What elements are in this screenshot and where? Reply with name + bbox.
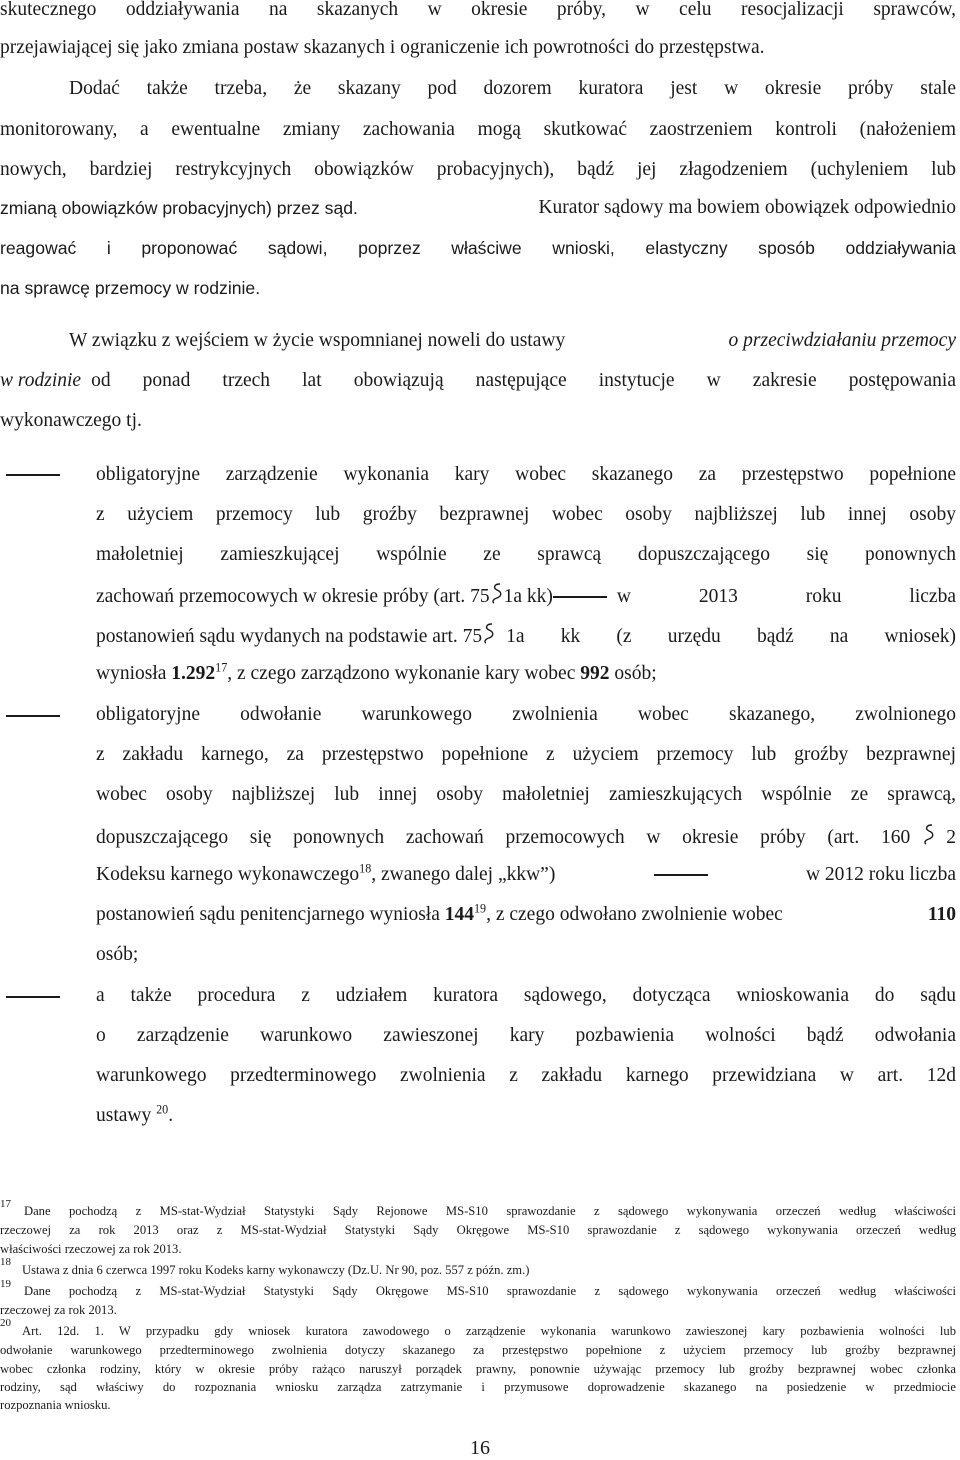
dash-icon <box>553 596 607 598</box>
list-item-line: wobec osoby najbliższej lub innej osoby małoletniej zamieszkujących wspólnie ze sprawcą, <box>96 784 956 805</box>
section-sign-icon <box>490 582 504 611</box>
text-span: Kurator sądowy ma bowiem obowiązek odpowiednio <box>538 197 956 218</box>
list-item-line <box>96 582 956 611</box>
paragraph-line: Dodać także trzeba, że skazany pod dozorem kuratora jest w okresie próby stale <box>69 78 956 99</box>
text-span: w 2012 roku liczba <box>805 864 956 885</box>
text-span: postanowień sądu penitencjarnego wyniosła <box>96 904 440 925</box>
paragraph-line: reagować i proponować sądowi, poprzez właściwe wnioski, elastyczny sposób oddziaływania <box>0 238 956 258</box>
paragraph-line: przejawiającej się jako zmiana postaw skazanych i ograniczenie ich powrotności do przestępstwa. <box>0 37 765 58</box>
footnote-line: rodziny, sąd właściwy do rozpoznania wniosku zarządza zatrzymanie i przymusowe doprowadzenie skazanego na posiedzenie w przedmiocie <box>0 1380 956 1394</box>
text-span: W związku z wejściem w życie wspomnianej noweli do ustawy <box>69 330 566 351</box>
text-span: , z czego odwołano zwolnienie wobec <box>486 904 783 925</box>
paragraph-line: wykonawczego tj. <box>0 410 142 431</box>
text-span: , zwanego dalej „kkw”) <box>371 864 556 885</box>
paragraph-line: skutecznego oddziaływania na skazanych w okresie próby, w celu resocjalizacji sprawców, <box>0 0 956 20</box>
text-span: osób; <box>614 663 657 684</box>
footnote-number: 19 <box>0 1278 11 1290</box>
footnote-line: odwołanie warunkowego przedterminowego zwolnienia dotyczy skazanego za przestępstwo popełnione z użyciem przemocy lub groźby bezprawnej <box>0 1343 956 1357</box>
footnote-line: Dane pochodzą z MS-stat-Wydział Statystyki Sądy Okręgowe MS-S10 sprawozdanie z sądowego wykonywania orzeczeń według właściwości <box>24 1284 956 1298</box>
text-span: 2 <box>946 826 956 848</box>
stat-value: 144 <box>444 904 474 925</box>
footnote-line: rzeczowej za rok 2013. <box>0 1303 117 1317</box>
text-span: w 2013 roku liczba <box>616 585 956 607</box>
list-item-line: osób; <box>96 944 139 965</box>
list-item-line <box>96 662 956 686</box>
list-dash <box>6 715 60 717</box>
list-item-line <box>96 863 956 887</box>
paragraph-line <box>69 329 956 353</box>
text-span <box>96 863 555 887</box>
footnote-line: Dane pochodzą z MS-stat-Wydział Statystyki Sądy Rejonowe MS-S10 sprawozdanie z sądowego wykonywania orzeczeń według właściwości <box>24 1204 956 1218</box>
footnote-ref: 18 <box>359 861 372 876</box>
list-dash <box>6 474 60 476</box>
text-span: od ponad trzech lat obowiązują następujące instytucje w zakresie postępowania <box>91 370 956 391</box>
text-span: zmianą obowiązków probacyjnych) przez sąd. <box>0 198 358 218</box>
footnote-number: 20 <box>0 1317 11 1329</box>
paragraph-line <box>0 196 956 220</box>
footnote-line: Ustawa z dnia 6 czerwca 1997 roku Kodeks karny wykonawczy (Dz.U. Nr 90, poz. 557 z późn. zm.) <box>22 1263 530 1277</box>
list-dash <box>6 996 60 998</box>
footnote-line: wobec członka rodziny, który w okresie próby rażąco naruszył porządek prawny, ponownie używając przemocy lub groźby bezprawnej wobec członka <box>0 1362 956 1376</box>
list-item-line: obligatoryjne zarządzenie wykonania kary wobec skazanego za przestępstwo popełnione <box>96 464 956 485</box>
text-span: . <box>168 1105 174 1126</box>
list-item-line: małoletniej zamieszkującej wspólnie ze sprawcą dopuszczającego się ponownych <box>96 544 956 565</box>
list-item-line <box>96 622 956 651</box>
list-item-line <box>96 823 956 852</box>
page-number: 16 <box>470 1437 490 1459</box>
stat-value: 992 <box>580 663 610 684</box>
footnote-ref: 20 <box>156 1102 169 1117</box>
stat-value: 1.292 <box>171 663 216 684</box>
list-item-line <box>96 1104 956 1128</box>
text-span: 1a kk) <box>503 585 553 607</box>
section-sign-icon <box>482 622 496 651</box>
list-item-line: obligatoryjne odwołanie warunkowego zwolnienia wobec skazanego, zwolnionego <box>96 704 956 725</box>
footnote-line: rzeczowej za rok 2013 oraz z MS-stat-Wydział Statystyki Sądy Okręgowe MS-S10 sprawozdanie z sądowego wykonywania orzeczeń według <box>0 1223 956 1237</box>
footnote-line: Art. 12d. 1. W przypadku gdy wniosek kuratora zawodowego o zarządzenie wykonania warunkowo zawieszonej kary pozbawienia wolności lub <box>22 1324 956 1338</box>
law-title: w rodzinie <box>0 370 82 391</box>
footnote-ref: 17 <box>215 660 228 675</box>
stat-value: 110 <box>927 904 956 925</box>
text-span: 1a kk (z urzędu bądź na wniosek) <box>506 625 956 647</box>
paragraph-line: na sprawcę przemocy w rodzinie. <box>0 278 261 298</box>
text-span: postanowień sądu wydanych na podstawie art. 75 <box>96 625 483 647</box>
list-item-line <box>96 903 956 927</box>
paragraph-line: nowych, bardziej restrykcyjnych obowiązków probacyjnych), bądź jej złagodzeniem (uchyleniem lub <box>0 159 956 180</box>
text-span: dopuszczającego się ponownych zachowań przemocowych w okresie próby (art. 160 <box>96 826 911 848</box>
law-title: o przeciwdziałaniu przemocy <box>728 330 956 351</box>
footnote-number: 18 <box>0 1256 11 1268</box>
footnote-line: rozpoznania wniosku. <box>0 1398 111 1412</box>
footnote-ref: 19 <box>474 901 487 916</box>
text-span <box>96 903 783 927</box>
list-item-line: warunkowego przedterminowego zwolnienia z zakładu karnego przewidziana w art. 12d <box>96 1065 956 1086</box>
paragraph-line: monitorowany, a ewentualne zmiany zachowania mogą skutkować zaostrzeniem kontroli (nałożeniem <box>0 119 956 140</box>
text-span: wyniosła <box>96 663 167 684</box>
list-item-line: z zakładu karnego, za przestępstwo popełnione z użyciem przemocy lub groźby bezprawnej <box>96 744 956 765</box>
list-item-line: o zarządzenie warunkowo zawieszonej kary pozbawienia wolności bądź odwołania <box>96 1025 956 1046</box>
footnote-number: 17 <box>0 1198 11 1210</box>
text-span: , z czego zarządzono wykonanie kary wobec <box>227 663 576 684</box>
section-sign-icon <box>922 823 936 852</box>
list-item-line: a także procedura z udziałem kuratora sądowego, dotycząca wnioskowania do sądu <box>96 985 956 1006</box>
text-span: Kodeksu karnego wykonawczego <box>96 864 360 885</box>
text-span: ustawy <box>96 1105 152 1126</box>
text-span: zachowań przemocowych w okresie próby (art. 75 <box>96 585 490 607</box>
list-item-line: z użyciem przemocy lub groźby bezprawnej wobec osoby najbliższej lub innej osoby <box>96 504 956 525</box>
footnote-line: właściwości rzeczowej za rok 2013. <box>0 1242 182 1256</box>
dash-icon <box>654 874 708 876</box>
paragraph-line <box>0 369 956 393</box>
